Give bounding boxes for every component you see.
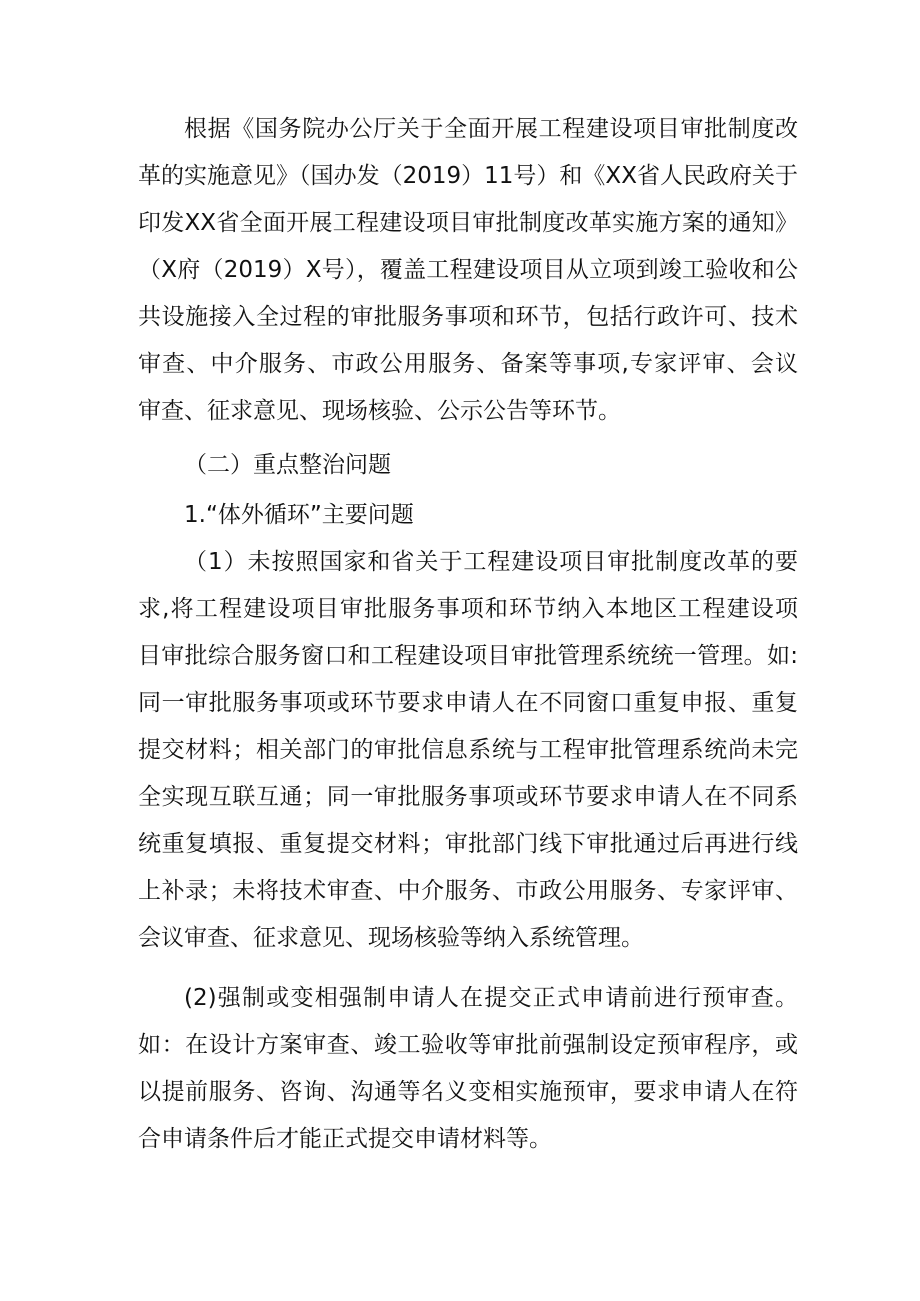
- paragraph-line: 提交材料；相关部门的审批信息系统与工程审批管理系统尚未完: [138, 737, 798, 763]
- subsection-heading: 1.“体外循环”主要问题: [184, 502, 414, 528]
- paragraph-line: （X府（2019）X号），覆盖工程建设项目从立项到竣工验收和公: [138, 257, 798, 283]
- paragraph-line: (2)强制或变相强制申请人在提交正式申请前进行预审查。: [184, 985, 798, 1011]
- paragraph-line: 以提前服务、咨询、沟通等名义变相实施预审，要求申请人在符: [138, 1079, 798, 1105]
- paragraph-line: 合申请条件后才能正式提交申请材料等。: [138, 1126, 552, 1152]
- paragraph-line: 印发XX省全面开展工程建设项目审批制度改革实施方案的通知》: [138, 210, 798, 236]
- paragraph-line: （1）未按照国家和省关于工程建设项目审批制度改革的要: [184, 549, 798, 575]
- paragraph-line: 共设施接入全过程的审批服务事项和环节，包括行政许可、技术: [138, 304, 798, 330]
- paragraph-line: 全实现互联互通；同一审批服务事项或环节要求申请人在不同系: [138, 784, 798, 810]
- paragraph-line: 同一审批服务事项或环节要求申请人在不同窗口重复申报、重复: [138, 690, 798, 716]
- paragraph-line: 上补录；未将技术审查、中介服务、市政公用服务、专家评审、: [138, 878, 798, 904]
- paragraph-line: 求,将工程建设项目审批服务事项和环节纳入本地区工程建设项: [138, 596, 798, 622]
- paragraph-line: 统重复填报、重复提交材料；审批部门线下审批通过后再进行线: [138, 831, 798, 857]
- paragraph-line: 革的实施意见》（国办发（2019）11号）和《XX省人民政府关于: [138, 163, 798, 189]
- section-heading: （二）重点整治问题: [184, 452, 391, 478]
- paragraph-line: 审查、征求意见、现场核验、公示公告等环节。: [138, 398, 621, 424]
- paragraph-line: 目审批综合服务窗口和工程建设项目审批管理系统统一管理。如:: [138, 643, 798, 669]
- paragraph-line: 审查、中介服务、市政公用服务、备案等事项,专家评审、会议: [138, 351, 798, 377]
- paragraph-line: 如：在设计方案审查、竣工验收等审批前强制设定预审程序，或: [138, 1032, 798, 1058]
- paragraph-line: 会议审查、征求意见、现场核验等纳入系统管理。: [138, 925, 644, 951]
- paragraph-line: 根据《国务院办公厅关于全面开展工程建设项目审批制度改: [184, 116, 798, 142]
